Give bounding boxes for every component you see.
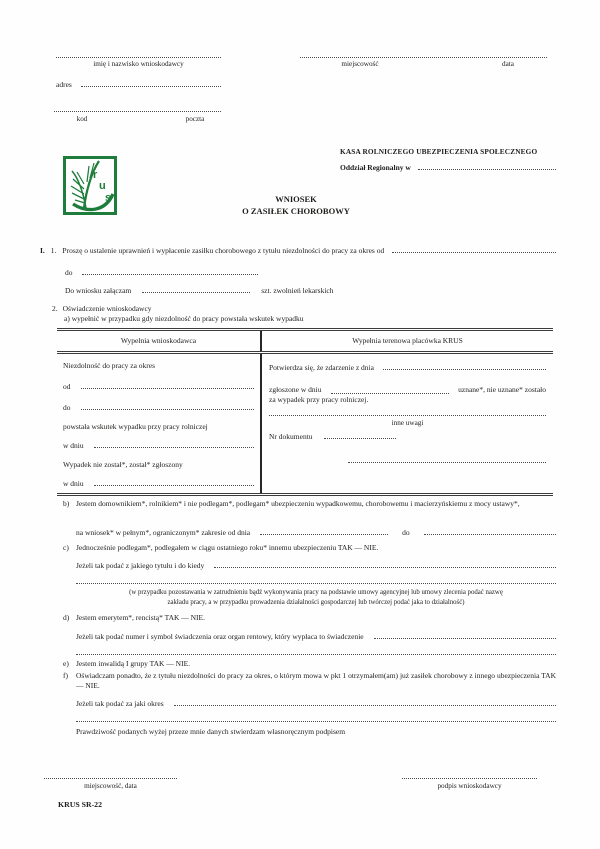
krus-logo xyxy=(63,156,117,215)
regional-branch-row xyxy=(340,163,556,172)
c-note xyxy=(76,588,556,607)
item2a-text: a) wypełnić w przypadku gdy niezdolność do pracy powstała wskutek wypadku xyxy=(64,314,304,323)
as-farm-accident-label: za wypadek przy pracy rolniczej. xyxy=(269,395,369,404)
incapacity-period-label: Niezdolność do pracy za okres xyxy=(63,361,156,370)
declaration-f-label: f) xyxy=(63,671,68,680)
c-note-line1: (w przypadku pozostawania w zatrudnieniu bądź wykonywania pracy na podstawie umowy agencyjnej lub umowy zlecenia podać nazwę xyxy=(129,589,503,596)
krus-office-cell xyxy=(260,354,553,493)
declaration-d-text: Jestem emerytem*, rencistą* TAK — NIE. xyxy=(76,613,206,622)
accident-date-row xyxy=(63,441,254,450)
postal-code-caption: kod xyxy=(76,115,88,123)
declaration-d-if-row xyxy=(76,632,556,641)
declaration-b-label: b) xyxy=(63,499,70,508)
b2-to-label: do xyxy=(402,528,410,537)
declaration-e-label: e) xyxy=(63,659,69,668)
form-title-line2: O ZASIŁEK CHOROBOWY xyxy=(242,206,350,216)
post-office-caption: poczta xyxy=(185,115,205,123)
c-if-line xyxy=(214,567,556,568)
footer-place-date-line xyxy=(44,778,177,779)
declaration-b xyxy=(63,499,556,509)
document-number-row xyxy=(269,432,546,441)
d-extra-line xyxy=(76,654,556,655)
to-label: do xyxy=(63,403,71,412)
declaration-d-label: d) xyxy=(63,613,70,622)
b2-from-date-line xyxy=(260,534,388,535)
declaration-f-if-text: Jeżeli tak podać za jaki okres xyxy=(76,699,164,708)
item1-number: 1. xyxy=(50,246,57,255)
attachments-label: Do wniosku załączam xyxy=(65,286,132,295)
section1-item2-row xyxy=(52,304,152,313)
f-extra-line xyxy=(76,721,556,722)
incapacity-from-line xyxy=(81,388,255,389)
event-date-line xyxy=(383,369,546,370)
branch-label: Oddział Regionalny w xyxy=(340,163,411,172)
logo-letter-r: r xyxy=(93,169,98,181)
caused-by-accident-label: powstała wskutek wypadku przy pracy rolniczej xyxy=(63,422,208,431)
branch-field-line xyxy=(418,169,556,170)
report-date-row xyxy=(63,479,254,488)
address-field-line xyxy=(81,86,221,87)
declaration-c-label: c) xyxy=(63,543,69,552)
other-remarks-line xyxy=(269,415,546,416)
address-row xyxy=(56,80,221,89)
declaration-c-if-text: Jeżeli tak podać z jakiego tytułu i do kiedy xyxy=(76,561,205,570)
attachments-suffix: szt. zwolnień lekarskich xyxy=(261,286,334,295)
item1-text: Proszę o ustalenie uprawnień i wypłacenie zasiłku chorobowego z tytułu niezdolności do pracy za okres od xyxy=(62,246,385,255)
confirm-event-row xyxy=(269,363,546,372)
declaration-e-text: Jestem inwalidą I grupy TAK — NIE. xyxy=(76,659,191,668)
institution-name: KASA ROLNICZEGO UBEZPIECZENIA SPOŁECZNEGO xyxy=(340,147,538,156)
section1-item1-row xyxy=(40,246,556,255)
confirm-event-label: Potwierdza się, że zdarzenie z dnia xyxy=(269,363,374,372)
reported-on-line xyxy=(331,393,450,394)
declaration-c xyxy=(63,543,378,552)
from-label: od xyxy=(63,382,71,391)
declaration-d xyxy=(63,613,205,622)
other-remarks-row xyxy=(269,415,546,418)
applicant-name-caption: imię i nazwisko wnioskodawcy xyxy=(93,60,184,68)
document-number-label: Nr dokumentu xyxy=(269,432,313,441)
b2-to-date-line xyxy=(424,534,556,535)
reported-on-label: zgłoszone w dniu xyxy=(269,385,322,394)
declaration-f-text: Oświadczam ponadto, że z tytułu niezdolności do pracy za okres, o którym mowa w pkt 1 otrzymałem(am) już zasiłek chorobowy z innego ubezpieczenia TAK — NIE. xyxy=(76,671,556,690)
declaration-c-if-row xyxy=(76,561,556,570)
on-day-label2: w dniu xyxy=(63,479,84,488)
declaration-d-if-text: Jeżeli tak podać numer i symbol świadczenia oraz organ rentowy, który wypłaca to świadczenie xyxy=(76,632,364,641)
krus-logo-icon xyxy=(63,156,117,215)
incapacity-to-line xyxy=(81,409,255,410)
applicant-name-field-line xyxy=(56,57,221,58)
declaration-b-text: Jestem domownikiem*, rolnikiem* i nie podlegam*, podlegam* ubezpieczeniu wypadkowemu, chorobowemu i macierzyńskiemu z mocy ustawy*, xyxy=(76,499,520,508)
incapacity-from-row xyxy=(63,382,254,391)
section-roman: I. xyxy=(40,246,45,255)
footer-signature-line xyxy=(402,778,537,779)
other-remarks-caption: inne uwagi xyxy=(391,419,424,427)
item1-to-label: do xyxy=(65,268,73,277)
accident-reported-label: Wypadek nie został*, został* zgłoszony xyxy=(63,460,183,469)
reported-on-row xyxy=(269,385,546,394)
footer-place-date-caption: miejscowość, data xyxy=(84,782,137,790)
form-title xyxy=(166,193,426,217)
attachments-count-line xyxy=(142,292,250,293)
form-code: KRUS SR-22 xyxy=(58,800,102,809)
form-title-line1: WNIOSEK xyxy=(275,194,317,204)
address-label: adres xyxy=(56,80,72,89)
section1-item1-to-row xyxy=(65,268,258,277)
declaration-f xyxy=(63,671,556,691)
f-if-line xyxy=(174,705,556,706)
item1-period-from-line xyxy=(392,252,556,253)
item2-text: Oświadczenie wnioskodawcy xyxy=(62,304,152,313)
left-column-header: Wypełnia wnioskodawca xyxy=(120,336,197,345)
declaration-b2-text: na wniosek* w pełnym*, ograniczonym* zakresie od dnia xyxy=(76,528,251,537)
accident-date-line xyxy=(94,447,254,448)
report-date-line xyxy=(94,485,254,486)
right-column-header: Wypełnia terenowa placówka KRUS xyxy=(260,331,553,351)
footer-signature-caption: podpis wnioskodawcy xyxy=(437,782,502,790)
declaration-b2-row xyxy=(76,528,556,537)
accident-table-body xyxy=(57,354,553,496)
place-date-field-line xyxy=(300,57,547,58)
item2-number: 2. xyxy=(52,304,58,313)
logo-letter-u: u xyxy=(99,180,106,192)
incapacity-to-row xyxy=(63,403,254,412)
accident-table-header xyxy=(57,331,553,354)
declaration-c-text: Jednocześnie podlegam*, podlegałem w ciągu ostatniego roku* innemu ubezpieczeniu TAK — NIE. xyxy=(76,543,379,552)
d-if-line xyxy=(374,638,556,639)
recognized-label: uznane*, nie uznane* zostało xyxy=(458,385,546,394)
document-number-line xyxy=(324,438,396,439)
declaration-f-if-row xyxy=(76,699,556,708)
office-signature-line xyxy=(348,462,546,463)
logo-letter-s: s xyxy=(105,192,112,204)
truth-statement: Prawdziwość podanych wyżej przeze mnie danych stwierdzam własnoręcznym podpisem xyxy=(76,727,346,736)
office-signature-row xyxy=(269,462,546,465)
declaration-e xyxy=(63,659,190,668)
attachments-row xyxy=(65,286,334,295)
c-extra-line xyxy=(76,583,556,584)
place-caption: miejscowość xyxy=(341,60,379,68)
item1-period-to-line xyxy=(82,274,259,275)
applicant-cell xyxy=(57,354,260,493)
postal-field-line xyxy=(54,111,221,112)
c-note-line2: zakładu pracy, a w przypadku prowadzenia działalności gospodarczej lub twórczej podać jaka to działalność) xyxy=(167,598,465,606)
accident-table xyxy=(57,328,553,496)
on-day-label: w dniu xyxy=(63,441,84,450)
date-caption: data xyxy=(502,60,514,68)
